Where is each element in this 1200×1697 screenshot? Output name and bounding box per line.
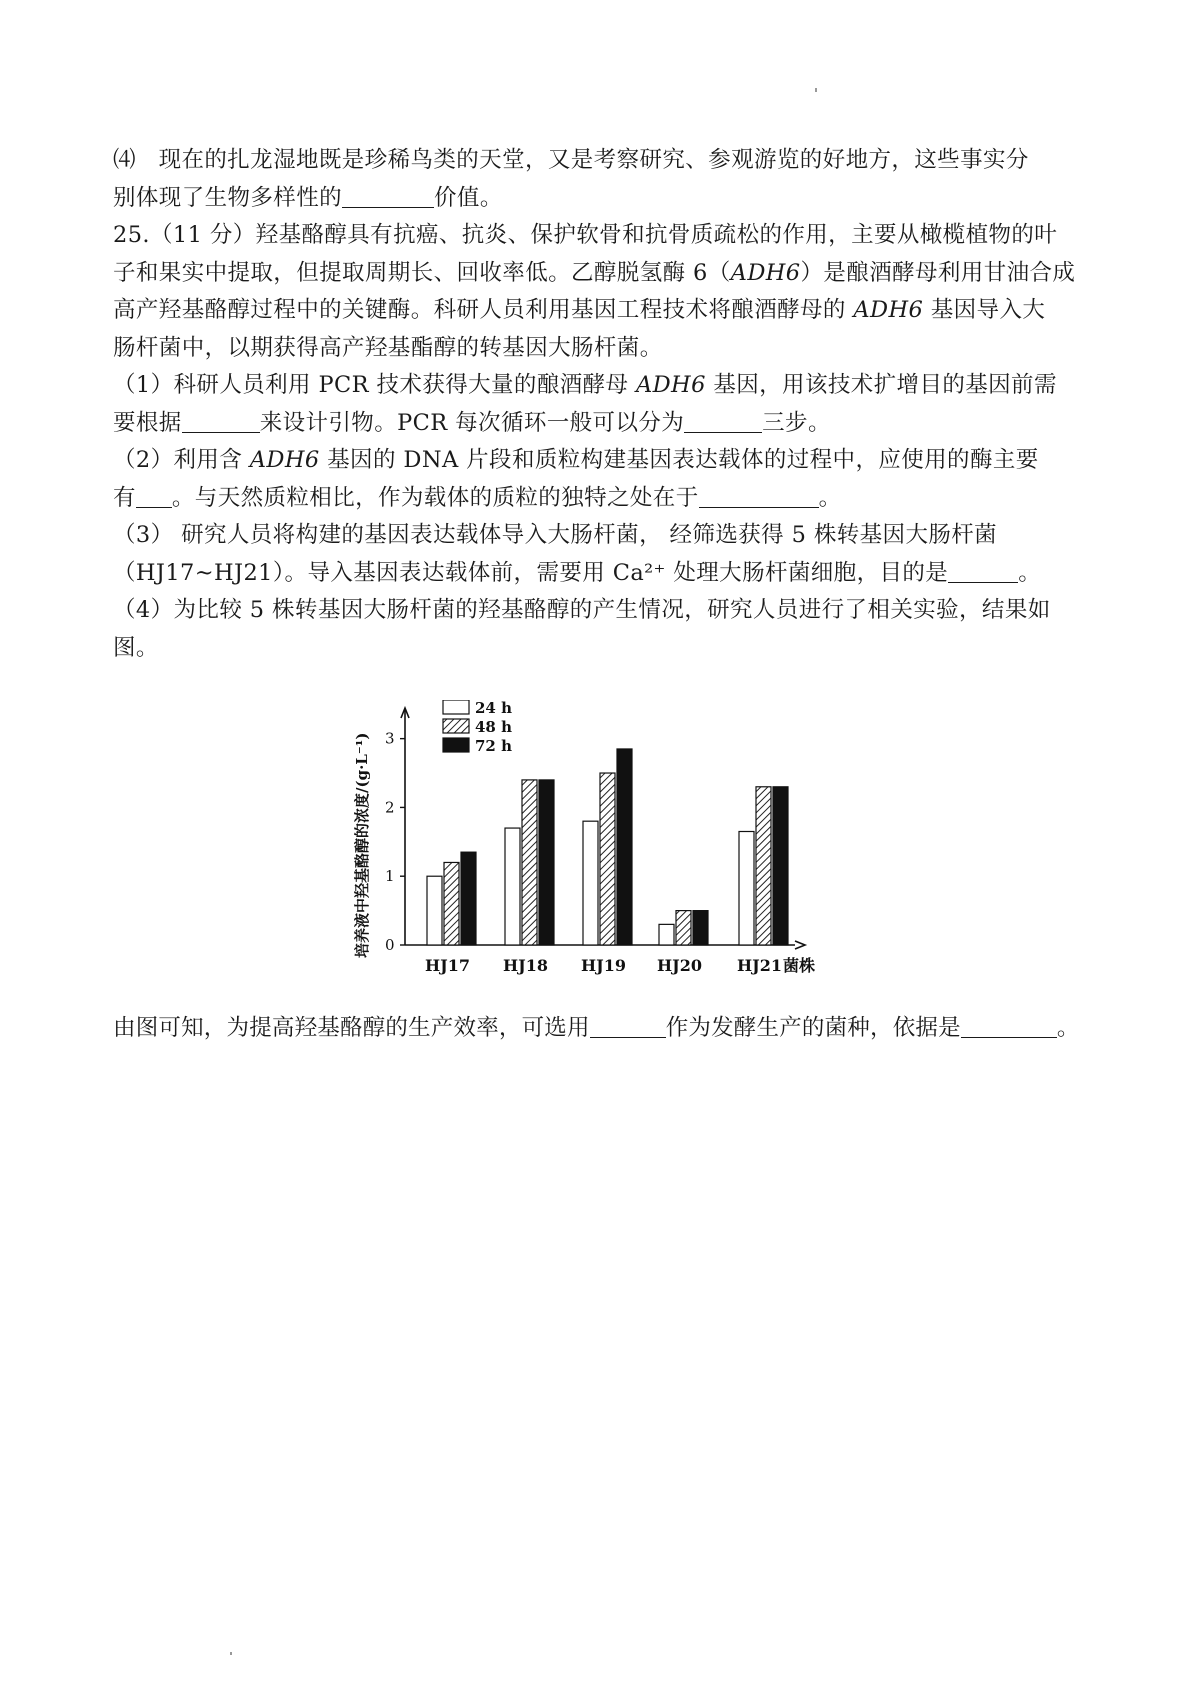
p4-line1: （4）为比较 5 株转基因大肠杆菌的羟基酪醇的产生情况，研究人员进行了相关实验，结果如 (113, 597, 1051, 623)
gene-name: ADH6 (730, 259, 801, 286)
legend-label: 48 h (475, 718, 513, 736)
x-tick-label: HJ18 (503, 956, 548, 975)
p1-text: 要根据 (113, 409, 182, 436)
legend-label: 24 h (475, 700, 513, 717)
bar-HJ21-48h (756, 787, 771, 945)
answer-blank[interactable] (136, 483, 172, 508)
answer-blank[interactable] (961, 1014, 1057, 1039)
x-tick-label: HJ21 (737, 956, 782, 975)
p2-text: 。与天然质粒相比，作为载体的质粒的独特之处在于 (171, 484, 699, 511)
question-25-intro (113, 217, 1103, 367)
answer-blank[interactable] (684, 408, 762, 433)
p3-text: 。 (1018, 559, 1042, 586)
p2-text: 有 (113, 484, 136, 511)
answer-blank[interactable] (590, 1014, 666, 1039)
y-tick-label: 1 (385, 867, 395, 886)
legend-label: 72 h (475, 737, 513, 755)
bar-HJ17-24h (427, 876, 442, 945)
question-25-part-1 (113, 367, 1103, 442)
q25-intro-line3a: 高产羟基酪醇过程中的关键酶。科研人员利用基因工程技术将酿酒酵母的 (113, 297, 854, 323)
x-tick-label: HJ17 (425, 956, 470, 975)
answer-blank[interactable] (342, 183, 434, 208)
bar-HJ17-72h (461, 852, 476, 945)
scan-speck (230, 1652, 232, 1655)
bar-HJ17-48h (444, 862, 459, 945)
bar-HJ18-72h (539, 780, 554, 945)
p1-text: 三步。 (762, 409, 831, 436)
final-text: 作为发酵生产的菌种，依据是 (665, 1015, 961, 1041)
bar-HJ21-72h (773, 787, 788, 945)
y-tick-label: 2 (385, 798, 395, 817)
bar-HJ20-72h (693, 911, 708, 945)
y-axis-label: 培养液中羟基酪醇的浓度/(g·L⁻¹) (353, 732, 371, 958)
bar-HJ21-24h (739, 832, 754, 946)
p1-text: 来设计引物。PCR 每次循环一般可以分为 (259, 409, 685, 436)
answer-blank[interactable] (182, 408, 260, 433)
bar-HJ20-24h (659, 924, 674, 945)
answer-blank[interactable] (948, 558, 1018, 583)
p2-text: （2）利用含 (113, 447, 250, 473)
p2-text: 。 (818, 484, 842, 511)
final-text: 。 (1056, 1015, 1080, 1041)
bar-HJ19-72h (617, 749, 632, 945)
p1-text: 基因，用该技术扩增目的基因前需 (705, 372, 1057, 398)
p2-text: 基因的 DNA 片段和质粒构建基因表达载体的过程中，应使用的酶主要 (319, 447, 1039, 473)
gene-name: ADH6 (635, 372, 706, 398)
q24-line1: 现在的扎龙湿地既是珍稀鸟类的天堂，又是考察研究、参观游览的好地方，这些事实分 (158, 147, 1029, 173)
p3-text: （HJ17~HJ21）。导入基因表达载体前，需要用 Ca²⁺ 处理大肠杆菌细胞，目的是 (113, 559, 949, 586)
question-25-part-2 (113, 442, 1103, 517)
q25-intro-line3b: 基因导入大 (923, 297, 1046, 323)
x-tick-label: HJ19 (581, 956, 626, 975)
p3-line1: （3） 研究人员将构建的基因表达载体导入大肠杆菌， 经筛选获得 5 株转基因大肠杆菌 (113, 522, 998, 548)
q24-line2: 别体现了生物多样性的 (113, 184, 343, 211)
bar-HJ20-48h (676, 911, 691, 945)
x-axis-arrow (795, 941, 805, 949)
q25-intro-line1: 25.（11 分）羟基酪醇具有抗癌、抗炎、保护软骨和抗骨质疏松的作用，主要从橄榄植物的叶 (113, 222, 1058, 248)
x-tick-label: HJ20 (657, 956, 702, 975)
scan-speck (815, 88, 817, 92)
legend-swatch-48h (443, 719, 469, 733)
question-24-part-4 (113, 142, 1103, 217)
y-tick-label: 0 (385, 936, 395, 954)
bar-HJ19-48h (600, 773, 615, 945)
q24-line2-end: 价值。 (434, 184, 503, 211)
item-number: ⑷ (113, 147, 136, 173)
p1-text: （1）科研人员利用 PCR 技术获得大量的酿酒酵母 (113, 372, 636, 398)
final-text: 由图可知，为提高羟基酪醇的生产效率，可选用 (113, 1015, 590, 1041)
y-tick-label: 3 (385, 729, 395, 748)
gene-name: ADH6 (853, 297, 924, 323)
q25-intro-line2b: ）是酿酒酵母利用甘油合成 (800, 259, 1076, 286)
bar-HJ18-48h (522, 780, 537, 945)
bar-chart (345, 700, 865, 1010)
question-25-part-4 (113, 592, 1103, 667)
gene-name: ADH6 (249, 447, 320, 473)
question-25-part-3 (113, 517, 1103, 592)
answer-blank[interactable] (699, 483, 819, 508)
q25-intro-line2a: 子和果实中提取，但提取周期长、回收率低。乙醇脱氢酶 6（ (113, 259, 731, 286)
bar-HJ19-24h (583, 821, 598, 945)
bar-HJ18-24h (505, 828, 520, 945)
q25-intro-line4: 肠杆菌中，以期获得高产羟基酯醇的转基因大肠杆菌。 (113, 334, 663, 361)
legend-swatch-24h (443, 700, 469, 714)
x-axis-label: 菌株 (783, 956, 816, 975)
legend-swatch-72h (443, 738, 469, 752)
question-25-part-4-answer-line (113, 1010, 1113, 1047)
p4-line2: 图。 (113, 634, 159, 661)
